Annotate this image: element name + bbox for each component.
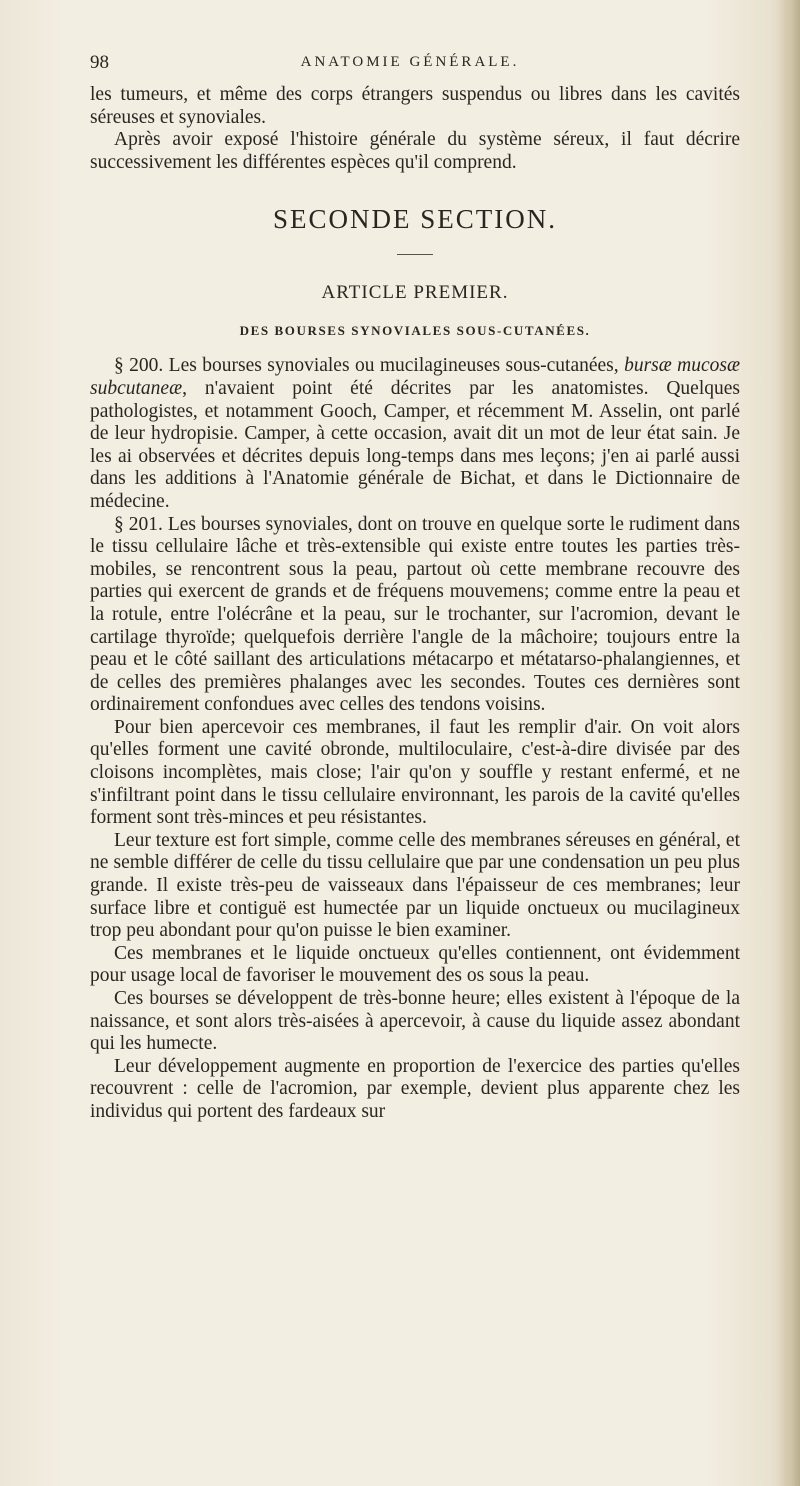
paragraph-development: Ces bourses se développent de très-bonne heure; elles existent à l'époque de la naissance, et sont alors très-aisées à apercevoir, à cause du liquide assez abondant qui les humecte. [90, 988, 740, 1055]
article-subtitle: DES BOURSES SYNOVIALES SOUS-CUTANÉES. [239, 323, 591, 339]
transition-paragraph: Après avoir exposé l'histoire générale du système séreux, il faut décrire successivement les différentes espèces qu'il comprend. [90, 129, 740, 173]
running-title: ANATOMIE GÉNÉRALE. [300, 54, 520, 70]
intro-paragraph: les tumeurs, et même des corps étrangers suspendus ou libres dans les cavités séreuses et synoviales. [90, 84, 740, 128]
paragraph-usage: Ces membranes et le liquide onctueux qu'elles contiennent, ont évidemment pour usage local de favoriser le mouvement des os sous la peau. [90, 942, 740, 987]
page-number: 98 [90, 52, 109, 73]
paragraph-last: Leur développement augmente en proportion de l'exercice des parties qu'elles recouvrent : celle de l'acromion, par exemple, devient plus apparente chez les individus qui portent des fardeaux sur [90, 1055, 740, 1122]
article-title: ARTICLE PREMIER. [321, 282, 509, 304]
section-divider [397, 254, 433, 255]
paragraph-200 [90, 355, 740, 513]
page-text [90, 84, 740, 1124]
latin-term: bursæ mucosæ subcutaneæ [90, 355, 740, 399]
section-title: SECONDE SECTION. [272, 204, 557, 235]
paragraph-air: Pour bien apercevoir ces membranes, il faut les remplir d'air. On voit alors qu'elles forment une cavité obronde, multiloculaire, c'est-à-dire divisée par des cloisons incomplètes, mais close; l'air qu'on y souffle y restant enfermé, et ne s'infiltrant point dans le tissu cellulaire environnant, les parois de la cavité qu'elles forment sont très-minces et peu résistantes. [90, 716, 740, 829]
paragraph-200-start: § 200. Les bourses synoviales ou mucilagineuses sous-cutanées, [114, 355, 625, 377]
page-edge-shadow [778, 0, 800, 1486]
running-head [90, 52, 730, 76]
paragraph-201: § 201. Les bourses synoviales, dont on trouve en quelque sorte le rudiment dans le tissu cellulaire lâche et très-extensible qui existe entre toutes les parties très-mobiles, se rencontrent sous la peau, partout où cette membrane recouvre des parties qui exercent de grands et de fréquens mouvemens; comme entre la peau et la rotule, entre l'olécrâne et la peau, sur le trochanter, sur l'acromion, devant le cartilage thyroïde; quelquefois derrière l'angle de la mâchoire; toujours entre la peau et le côté saillant des articulations métacarpo et métatarso-phalangiennes, et de celles des premières phalanges avec les secondes. Toutes ces dernières sont ordinairement confondues avec celles des tendons voisins. [90, 513, 740, 716]
paragraph-200-rest: , n'avaient point été décrites par les anatomistes. Quelques pathologistes, et notamment Gooch, Camper, et récemment M. Asselin, ont parlé de leur hydropisie. Camper, à cette occasion, avait dit un mot de leur état sain. Je les ai observées et décrites depuis long-temps dans mes leçons; j'en ai parlé aussi dans les additions à l'Anatomie générale de Bichat, et dans le Dictionnaire de médecine. [90, 377, 740, 512]
paragraph-texture: Leur texture est fort simple, comme celle des membranes séreuses en général, et ne semble différer de celle du tissu cellulaire que par une condensation un peu plus grande. Il existe très-peu de vaisseaux dans l'épaisseur de ces membranes; leur surface libre et contiguë est humectée par un liquide onctueux ou mucilagineux trop peu abondant pour qu'on puisse le bien examiner. [90, 829, 740, 942]
